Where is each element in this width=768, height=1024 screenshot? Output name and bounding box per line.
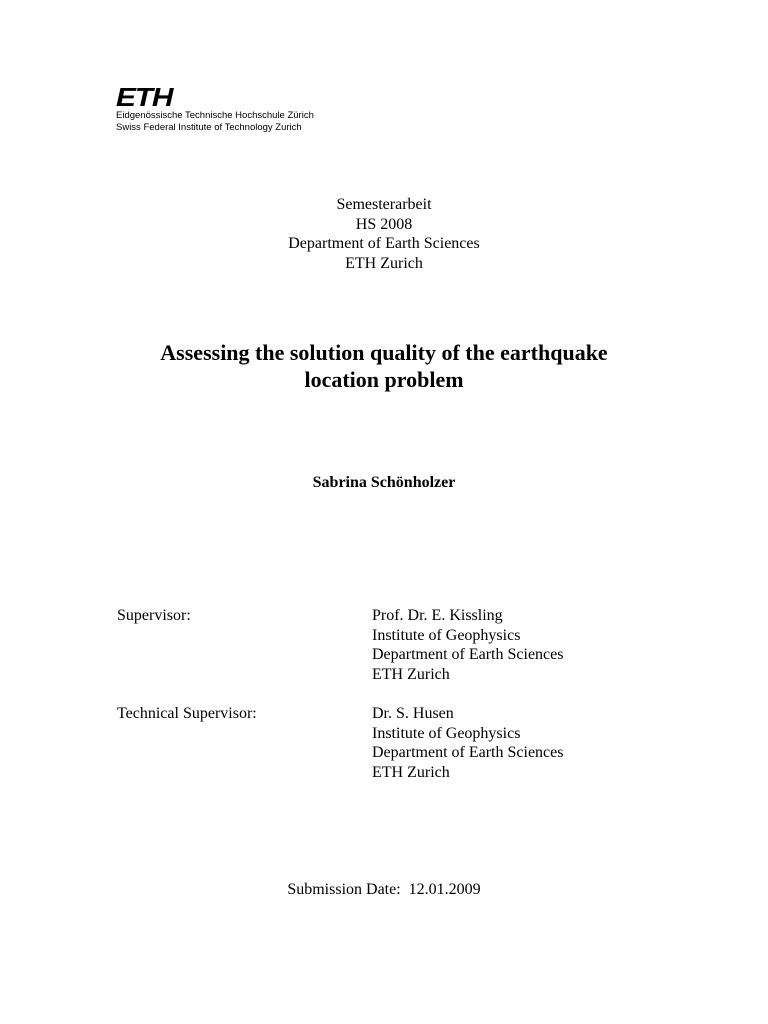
- document-term: HS 2008: [355, 215, 413, 233]
- technical-supervisor-name: Dr. S. Husen: [372, 705, 454, 722]
- eth-logo-mark: ETH: [116, 82, 173, 112]
- technical-supervisor-details: [372, 704, 563, 782]
- thesis-title-line-1: Assessing the solution quality of the earthquake: [160, 340, 608, 365]
- technical-supervisor-institution: ETH Zurich: [372, 763, 450, 781]
- thesis-title: [0, 339, 768, 393]
- supervisor-role: Supervisor:: [117, 607, 191, 624]
- eth-logo-line-german: Eidgenössische Technische Hochschule Zürich: [116, 110, 314, 121]
- eth-logo: [116, 82, 314, 134]
- supervisor-institution: ETH Zurich: [372, 665, 450, 683]
- document-header: [0, 195, 768, 273]
- document-institution: ETH Zurich: [345, 254, 423, 272]
- technical-supervisor-role: Technical Supervisor:: [117, 705, 257, 722]
- document-department: Department of Earth Sciences: [288, 235, 480, 252]
- eth-logo-line-english: Swiss Federal Institute of Technology Zurich: [116, 122, 302, 133]
- thesis-title-line-2: location problem: [304, 367, 464, 392]
- author-name: Sabrina Schönholzer: [312, 474, 456, 491]
- supervisor-name: Prof. Dr. E. Kissling: [372, 607, 503, 624]
- technical-supervisor-department: Department of Earth Sciences: [372, 744, 564, 761]
- technical-supervisor-institute: Institute of Geophysics: [372, 724, 521, 742]
- document-type: Semesterarbeit: [336, 196, 432, 213]
- submission-date: [0, 880, 768, 900]
- supervisor-details: [372, 606, 563, 684]
- submission-date-label: Submission Date:: [287, 881, 401, 898]
- submission-date-value: 12.01.2009: [408, 881, 481, 898]
- supervisor-institute: Institute of Geophysics: [372, 626, 521, 644]
- supervisor-department: Department of Earth Sciences: [372, 646, 564, 663]
